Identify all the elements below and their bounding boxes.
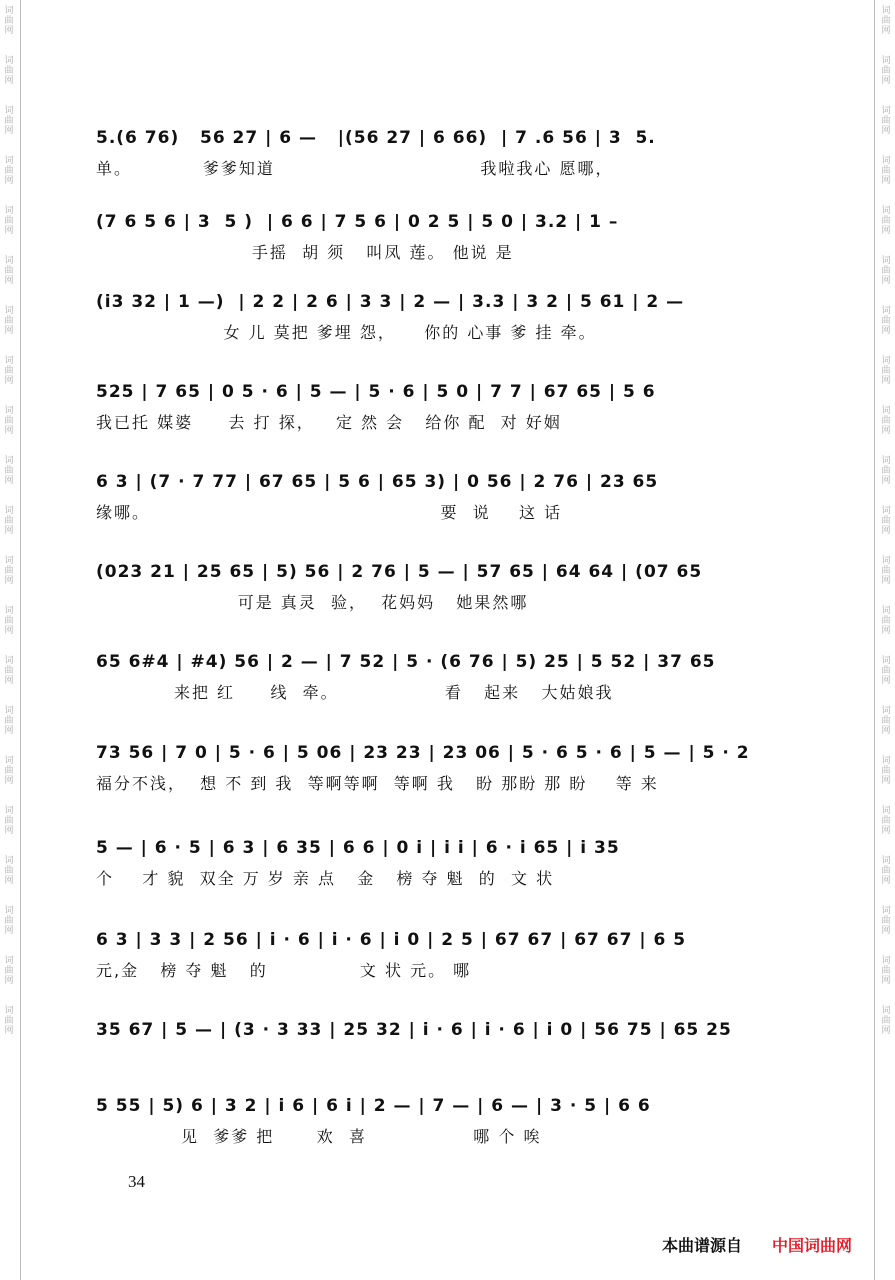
lyric-line: 福分不浅， 想 不 到 我 等啊等啊 等啊 我 盼 那盼 那 盼 等 来 bbox=[96, 774, 659, 793]
watermark-text: 词 曲 网 bbox=[881, 456, 891, 486]
source-site-link[interactable]: 中国词曲网 bbox=[772, 1236, 853, 1255]
watermark-text: 词 曲 网 bbox=[4, 1006, 14, 1036]
watermark-text: 词 曲 网 bbox=[881, 6, 891, 36]
score-system-9 bbox=[96, 838, 806, 890]
notation-line: 65 6#4 | #4) 56 | 2 — | 7 52 | 5 · (6 76 | 5) 25 | 5 52 | 37 65 bbox=[96, 652, 716, 672]
watermark-text: 词 曲 网 bbox=[4, 56, 14, 86]
watermark-text: 词 曲 网 bbox=[881, 106, 891, 136]
notation-line: 525 | 7 65 | 0 5 · 6 | 5 — | 5 · 6 | 5 0 | 7 7 | 67 65 | 5 6 bbox=[96, 382, 656, 402]
lyric-line: 女 儿 莫把 爹埋 怨， 你的 心事 爹 挂 牵。 bbox=[96, 323, 597, 342]
score-system-12 bbox=[96, 1096, 806, 1148]
lyric-line: 个 才 貌 双全 万 岁 亲 点 金 榜 夺 魁 的 文 状 bbox=[96, 869, 555, 888]
watermark-text: 词 曲 网 bbox=[881, 906, 891, 936]
watermark-text: 词 曲 网 bbox=[4, 306, 14, 336]
notation-line: 6 3 | 3 3 | 2 56 | i · 6 | i · 6 | i 0 | 2 5 | 67 67 | 67 67 | 6 5 bbox=[96, 930, 687, 950]
watermark-text: 词 曲 网 bbox=[881, 706, 891, 736]
lyric-line: 我已托 媒婆 去 打 探， 定 然 会 给你 配 对 好姻 bbox=[96, 413, 562, 432]
lyric-line: 缘哪。 要 说 这 话 bbox=[96, 503, 563, 522]
watermark-text: 词 曲 网 bbox=[881, 556, 891, 586]
watermark-text: 词 曲 网 bbox=[4, 806, 14, 836]
notation-line: 6 3 | (7 · 7 77 | 67 65 | 5 6 | 65 3) | 0 56 | 2 76 | 23 65 bbox=[96, 472, 659, 492]
watermark-text: 词 曲 网 bbox=[881, 256, 891, 286]
watermark-text: 词 曲 网 bbox=[881, 306, 891, 336]
watermark-text: 词 曲 网 bbox=[881, 356, 891, 386]
score-system-4 bbox=[96, 382, 806, 434]
score-system-7 bbox=[96, 652, 806, 704]
watermark-text: 词 曲 网 bbox=[4, 706, 14, 736]
notation-line: (7 6 5 6 | 3 5 ) | 6 6 | 7 5 6 | 0 2 5 | 5 0 | 3.2 | 1 – bbox=[96, 212, 619, 232]
notation-line: 5 55 | 5) 6 | 3 2 | i 6 | 6 i | 2 — | 7 — | 6 — | 3 · 5 | 6 6 bbox=[96, 1096, 651, 1116]
watermark-text: 词 曲 网 bbox=[4, 106, 14, 136]
watermark-text: 词 曲 网 bbox=[4, 556, 14, 586]
left-margin-line bbox=[20, 0, 21, 1280]
page-number: 34 bbox=[128, 1172, 145, 1191]
notation-line: 5.(6 76) 56 27 | 6 — |(56 27 | 6 66) | 7 .6 56 | 3 5. bbox=[96, 128, 656, 148]
notation-line: (i3 32 | 1 —) | 2 2 | 2 6 | 3 3 | 2 — | 3.3 | 3 2 | 5 61 | 2 — bbox=[96, 292, 685, 312]
notation-line: 73 56 | 7 0 | 5 · 6 | 5 06 | 23 23 | 23 06 | 5 · 6 5 · 6 | 5 — | 5 · 2 bbox=[96, 743, 750, 763]
score-system-1 bbox=[96, 128, 806, 180]
score-system-6 bbox=[96, 562, 806, 614]
source-label: 本曲谱源自 bbox=[662, 1236, 743, 1255]
watermark-text: 词 曲 网 bbox=[881, 56, 891, 86]
lyric-line: 见 爹爹 把 欢 喜 哪 个 唉 bbox=[96, 1127, 542, 1146]
score-system-11 bbox=[96, 1020, 806, 1072]
watermark-text: 词 曲 网 bbox=[4, 856, 14, 886]
notation-line: 5 — | 6 · 5 | 6 3 | 6 35 | 6 6 | 0 i | i i | 6 · i 65 | i 35 bbox=[96, 838, 620, 858]
score-system-2 bbox=[96, 212, 806, 264]
watermark-text: 词 曲 网 bbox=[4, 756, 14, 786]
lyric-line: 可是 真灵 验， 花妈妈 她果然哪 bbox=[96, 593, 529, 612]
right-margin-line bbox=[874, 0, 875, 1280]
watermark-text: 词 曲 网 bbox=[4, 456, 14, 486]
lyric-line: 来把 红 线 牵。 看 起来 大姑娘我 bbox=[96, 683, 614, 702]
watermark-text: 词 曲 网 bbox=[881, 756, 891, 786]
watermark-text: 词 曲 网 bbox=[4, 206, 14, 236]
watermark-text: 词 曲 网 bbox=[4, 6, 14, 36]
lyric-line: 手摇 胡 须 叫凤 莲。 他说 是 bbox=[96, 243, 514, 262]
watermark-text: 词 曲 网 bbox=[4, 506, 14, 536]
watermark-text: 词 曲 网 bbox=[881, 506, 891, 536]
watermark-text: 词 曲 网 bbox=[4, 606, 14, 636]
watermark-text: 词 曲 网 bbox=[4, 906, 14, 936]
watermark-text: 词 曲 网 bbox=[881, 656, 891, 686]
watermark-text: 词 曲 网 bbox=[4, 956, 14, 986]
watermark-text: 词 曲 网 bbox=[4, 356, 14, 386]
lyric-line bbox=[96, 1048, 806, 1072]
right-watermark-column bbox=[879, 0, 893, 1280]
left-watermark-column bbox=[2, 0, 16, 1280]
watermark-text: 词 曲 网 bbox=[881, 806, 891, 836]
watermark-text: 词 曲 网 bbox=[881, 956, 891, 986]
notation-line: (023 21 | 25 65 | 5) 56 | 2 76 | 5 — | 57 65 | 64 64 | (07 65 bbox=[96, 562, 703, 582]
watermark-text: 词 曲 网 bbox=[4, 156, 14, 186]
score-system-8 bbox=[96, 743, 806, 795]
score-system-5 bbox=[96, 472, 806, 524]
watermark-text: 词 曲 网 bbox=[881, 606, 891, 636]
watermark-text: 词 曲 网 bbox=[881, 156, 891, 186]
lyric-line: 单。 爹爹知道 我啦我心 愿哪， bbox=[96, 159, 614, 178]
score-system-10 bbox=[96, 930, 806, 982]
watermark-text: 词 曲 网 bbox=[881, 856, 891, 886]
watermark-text: 词 曲 网 bbox=[4, 406, 14, 436]
notation-line: 35 67 | 5 — | (3 · 3 33 | 25 32 | i · 6 | i · 6 | i 0 | 56 75 | 65 25 bbox=[96, 1020, 732, 1040]
score-system-3 bbox=[96, 292, 806, 344]
watermark-text: 词 曲 网 bbox=[4, 656, 14, 686]
watermark-text: 词 曲 网 bbox=[4, 256, 14, 286]
watermark-text: 词 曲 网 bbox=[881, 206, 891, 236]
watermark-text: 词 曲 网 bbox=[881, 1006, 891, 1036]
watermark-text: 词 曲 网 bbox=[881, 406, 891, 436]
lyric-line: 元,金 榜 夺 魁 的 文 状 元。 哪 bbox=[96, 961, 472, 980]
